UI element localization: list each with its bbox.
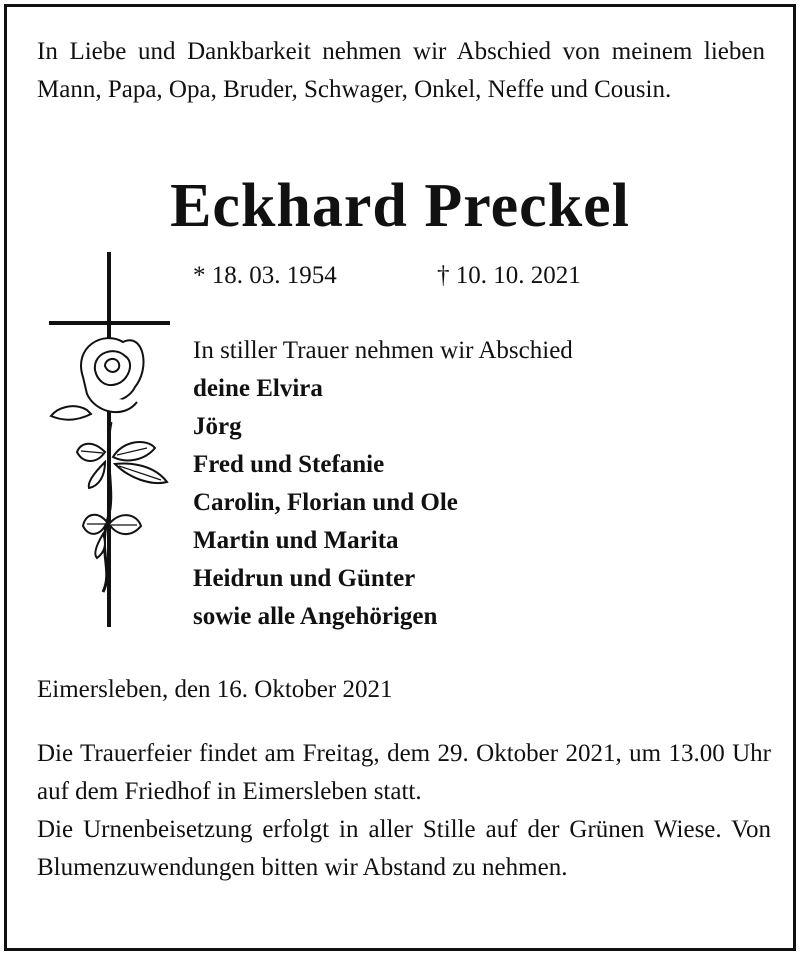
place-and-date: Eimersleben, den 16. Oktober 2021 <box>37 676 393 703</box>
funeral-details <box>37 735 771 887</box>
obituary-notice <box>4 4 796 951</box>
death-date: † 10. 10. 2021 <box>437 262 581 289</box>
mourners-block <box>193 332 573 636</box>
mourner-name: sowie alle Angehörigen <box>193 603 438 630</box>
funeral-service-paragraph: Die Trauerfeier findet am Freitag, dem 29. Oktober 2021, um 13.00 Uhr auf dem Friedhof in Eimersleben statt. <box>37 740 771 805</box>
mourner-name: Carolin, Florian und Ole <box>193 489 458 516</box>
mourners-lead: In stiller Trauer nehmen wir Abschied <box>193 337 573 364</box>
cross-with-rose-icon <box>43 252 178 632</box>
mourner-name: Martin und Marita <box>193 527 399 554</box>
mourner-name: Fred und Stefanie <box>193 451 385 478</box>
birth-date: * 18. 03. 1954 <box>193 262 337 289</box>
mourner-name: Heidrun und Günter <box>193 565 416 592</box>
mourner-name: Jörg <box>193 413 242 440</box>
deceased-name: Eckhard Preckel <box>170 172 630 240</box>
mourner-name: deine Elvira <box>193 375 323 402</box>
intro-text: In Liebe und Dankbarkeit nehmen wir Abschied von meinem lieben Mann, Papa, Opa, Bruder, Schwager, Onkel, Neffe und Cousin. <box>37 38 765 103</box>
burial-paragraph: Die Urnenbeisetzung erfolgt in aller Stille auf der Grünen Wiese. Von Blumenzuwendungen bitten wir Abstand zu nehmen. <box>37 816 771 881</box>
